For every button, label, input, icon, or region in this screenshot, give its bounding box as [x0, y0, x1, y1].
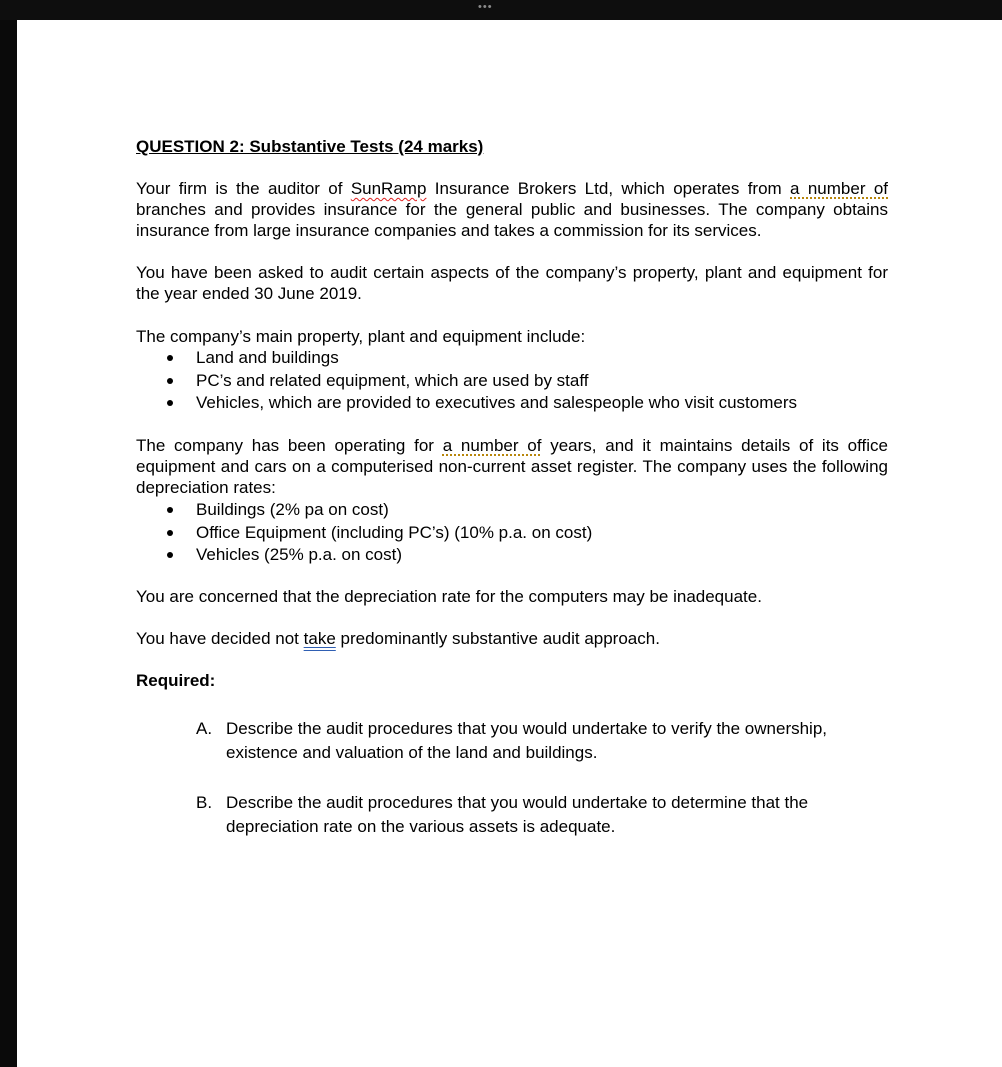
list-item-text: Office Equipment (including PC’s) (10% p.a. on cost)	[196, 522, 593, 542]
question-title: QUESTION 2: Substantive Tests (24 marks)	[136, 137, 484, 156]
window-top-bar	[0, 0, 1002, 20]
list-item	[136, 544, 592, 567]
text-run: years, and it maintains details of its office equipment and cars on a computerised non-current asset register. The company uses the following depreciation rates:	[136, 436, 888, 497]
paragraph-intro	[136, 178, 888, 241]
bullet-icon	[167, 552, 173, 558]
question-item-a	[196, 717, 886, 765]
question-item-b	[196, 791, 886, 839]
list-item-text: Buildings (2% pa on cost)	[196, 500, 389, 519]
question-letter: B.	[196, 793, 213, 812]
paragraph-ppe-intro: The company’s main property, plant and equipment include:	[136, 327, 586, 346]
bullet-icon	[167, 507, 173, 513]
grammar-flag-phrase[interactable]: a number of	[442, 436, 542, 455]
bullet-icon	[167, 378, 173, 384]
paragraph-scope: You have been asked to audit certain aspects of the company’s property, plant and equipment for the year ended 30 June 2019.	[136, 263, 888, 303]
bullet-icon	[167, 530, 173, 536]
list-item	[136, 522, 592, 545]
required-label: Required:	[136, 671, 216, 690]
grammar-flag-word[interactable]: take	[303, 629, 336, 648]
more-options-icon[interactable]: •••	[478, 1, 493, 13]
bullet-icon	[167, 355, 173, 361]
text-run: predominantly substantive audit approach.	[335, 629, 660, 648]
list-item	[136, 347, 797, 370]
question-text: Describe the audit procedures that you would undertake to determine that the depreciation rate on the various assets is adequate.	[226, 793, 809, 836]
question-letter: A.	[196, 719, 213, 738]
list-item	[136, 370, 797, 393]
grammar-flag-phrase[interactable]: a number of	[790, 179, 889, 198]
document-page[interactable]	[17, 20, 1002, 1067]
paragraph-approach	[136, 628, 888, 649]
bullet-icon	[167, 400, 173, 406]
list-item	[136, 392, 797, 415]
spelling-flag-company-name[interactable]: SunRamp	[350, 179, 427, 198]
window-left-edge	[0, 20, 17, 1067]
text-run: Insurance Brokers Ltd, which operates from	[426, 179, 791, 198]
paragraph-operations	[136, 435, 888, 498]
list-item	[136, 499, 592, 522]
text-run: You have decided not	[136, 629, 304, 648]
list-item-text: PC’s and related equipment, which are used by staff	[196, 370, 589, 390]
text-run: branches and provides insurance for the general public and businesses. The company obtains insurance from large insurance companies and takes a commission for its services.	[136, 200, 888, 240]
question-text: Describe the audit procedures that you would undertake to verify the ownership, existence and valuation of the land and buildings.	[226, 719, 828, 762]
ppe-list	[136, 347, 797, 415]
depreciation-list	[136, 499, 592, 567]
text-run: Your firm is the auditor of	[136, 179, 351, 198]
list-item-text: Vehicles, which are provided to executives and salespeople who visit customers	[196, 393, 797, 412]
list-item-text: Land and buildings	[196, 348, 339, 367]
list-item-text: Vehicles (25% p.a. on cost)	[196, 545, 403, 564]
paragraph-concern: You are concerned that the depreciation rate for the computers may be inadequate.	[136, 587, 762, 606]
text-run: The company has been operating for	[136, 436, 443, 455]
